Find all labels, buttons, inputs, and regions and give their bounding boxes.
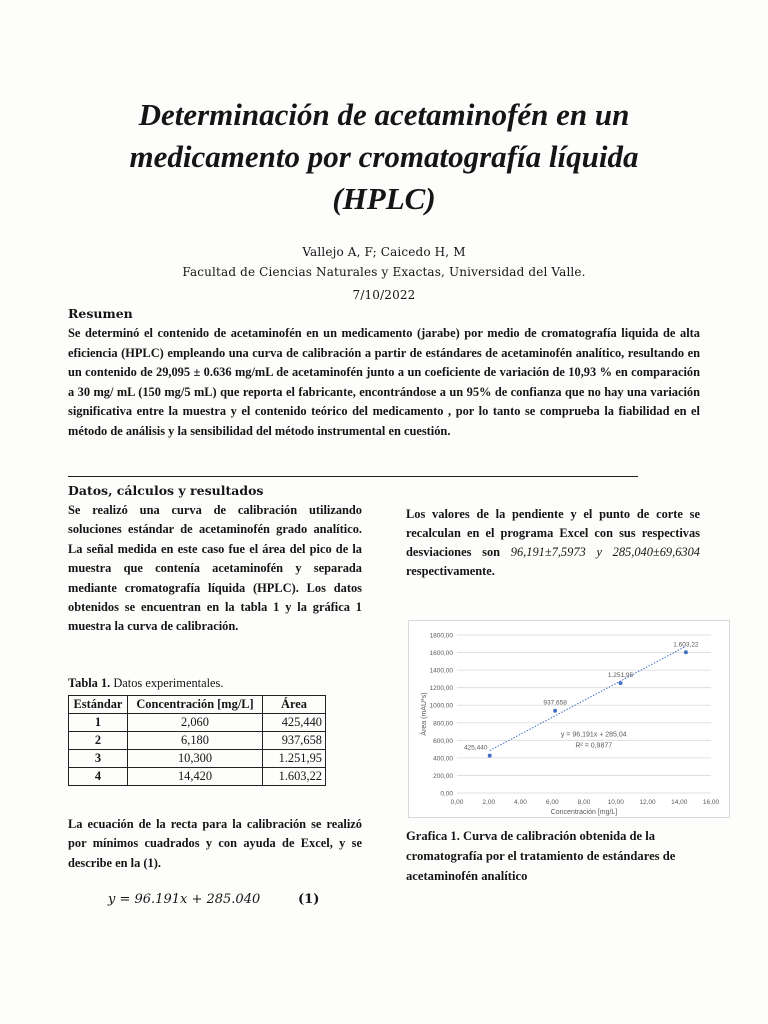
data-point [488,754,492,758]
table-cell: 1.603,22 [263,768,326,786]
data-point [553,709,557,713]
table-header: Área [263,696,326,714]
x-axis-label: Concentración [mg/L] [550,809,618,816]
data-label: 425,440 [463,744,488,752]
table-header: Estándar [69,696,128,714]
table-cell: 6,180 [128,732,263,750]
table-cell: 2,060 [128,714,263,732]
table-cell: 937,658 [263,732,326,750]
y-tick-label: 0,00 [440,790,453,798]
results-heading: Datos, cálculos y resultados [68,483,264,498]
table-row [69,714,326,732]
date: 7/10/2022 [352,288,416,302]
x-tick-label: 12,00 [639,799,656,806]
results-paragraph-right [406,505,700,581]
section-divider [68,476,638,477]
table-cell: 425,440 [263,714,326,732]
abstract-text: Se determinó el contenido de acetaminofén en un medicamento (jarabe) por medio de cromatografía liquida de alta eficiencia (HPLC) empleando una curva de calibración a partir de estándares de acetaminofén analítico, resultando en un contenido de 29,095 ± 0.636 mg/mL de acetaminofén junto a un coeficiente de variación de 10,93 % en comparación a 30 mg/ mL (150 mg/5 mL) que reporta el fabricante, encontrándose a un 95% de confianza que no hay una variación significativa entre la muestra y el contenido teórico del medicamento , por lo tanto se comprueba la fiabilidad en el método de análisis y la sensibilidad del método instrumental en cuestión. [68,326,700,438]
table-cell: 1.251,95 [263,750,326,768]
y-tick-label: 400,00 [433,755,453,763]
right-paragraph-start: Los valores de la pendiente y el punto de corte se recalculan en el programa Excel con sus respectivas desviaciones son [406,507,700,559]
table-cell: 1 [69,714,128,732]
data-label: 937,658 [543,699,567,707]
y-tick-label: 800,00 [433,720,453,728]
table-caption-label: Tabla 1. [68,676,111,690]
abstract-heading: Resumen [68,306,133,321]
x-tick-label: 4,00 [514,799,527,806]
table-row [69,750,326,768]
equation: y = 96.191x + 285.040 [108,892,261,907]
x-tick-label: 8,00 [577,799,591,806]
right-paragraph-end: respectivamente. [406,564,495,578]
y-tick-label: 200,00 [433,772,453,780]
table-header-row [69,696,326,714]
table-header: Concentración [mg/L] [128,696,263,714]
table-row [69,768,326,786]
table-cell: 4 [69,768,128,786]
data-point [619,681,623,685]
x-tick-label: 14,00 [671,799,688,806]
equation-number: (1) [298,892,320,907]
paper-title [60,94,708,220]
table-caption [68,676,223,691]
x-tick-label: 6,00 [545,799,559,806]
r-squared: R² = 0,9877 [575,742,613,750]
right-paragraph-values: 96,191±7,5973 y 285,040±69,6304 [510,545,701,559]
y-axis-label: Área (mAU*s) [421,692,428,736]
y-tick-label: 1200,00 [429,685,453,693]
table-cell: 2 [69,732,128,750]
y-tick-label: 1000,00 [429,702,453,710]
affiliation: Facultad de Ciencias Naturales y Exactas, Universidad del Valle. [182,265,586,279]
figure-caption-label: Grafica 1. [406,829,460,843]
title-line: medicamento por cromatografía líquida [129,139,639,174]
y-tick-label: 600,00 [433,737,453,745]
y-tick-label: 1800,00 [429,632,453,640]
results-paragraph-2: La ecuación de la recta para la calibración se realizó por mínimos cuadrados y con ayuda de Excel, y se describe en la (1). [68,817,362,870]
y-tick-label: 1600,00 [429,650,453,658]
data-point [684,650,688,654]
table-cell: 14,420 [128,768,263,786]
trend-equation: y = 96,191x + 285,04 [560,731,627,739]
calibration-chart [408,620,730,818]
table-cell: 3 [69,750,128,768]
x-tick-label: 0,00 [450,799,464,806]
table-row [69,732,326,750]
table-caption-text: Datos experimentales. [110,676,224,690]
calibration-chart-svg [409,621,729,817]
authors: Vallejo A, F; Caicedo H, M [302,245,466,259]
data-label: 1.603,22 [673,641,699,649]
x-tick-label: 2,00 [482,799,496,806]
title-line: Determinación de acetaminofén en un [138,97,630,132]
results-paragraph-1: Se realizó una curva de calibración utilizando soluciones estándar de acetaminofén grado analítico. La señal medida en este caso fue el área del pico de la muestra que contenía acetaminofén y separada mediante cromatografía líquida (HPLC). Los datos obtenidos se encuentran en la tabla 1 y la gráfica 1 muestra la curva de calibración. [68,503,362,634]
y-tick-label: 1400,00 [429,667,453,675]
table-cell: 10,300 [128,750,263,768]
data-table [68,695,326,786]
data-label: 1.251,95 [607,672,634,680]
figure-caption-text: Curva de calibración obtenida de la cromatografía por el tratamiento de estándares de acetaminofén analítico [406,829,676,883]
x-tick-label: 10,00 [607,799,624,806]
title-line: (HPLC) [332,181,436,216]
x-tick-label: 16,00 [702,799,720,806]
figure-caption [406,826,728,886]
